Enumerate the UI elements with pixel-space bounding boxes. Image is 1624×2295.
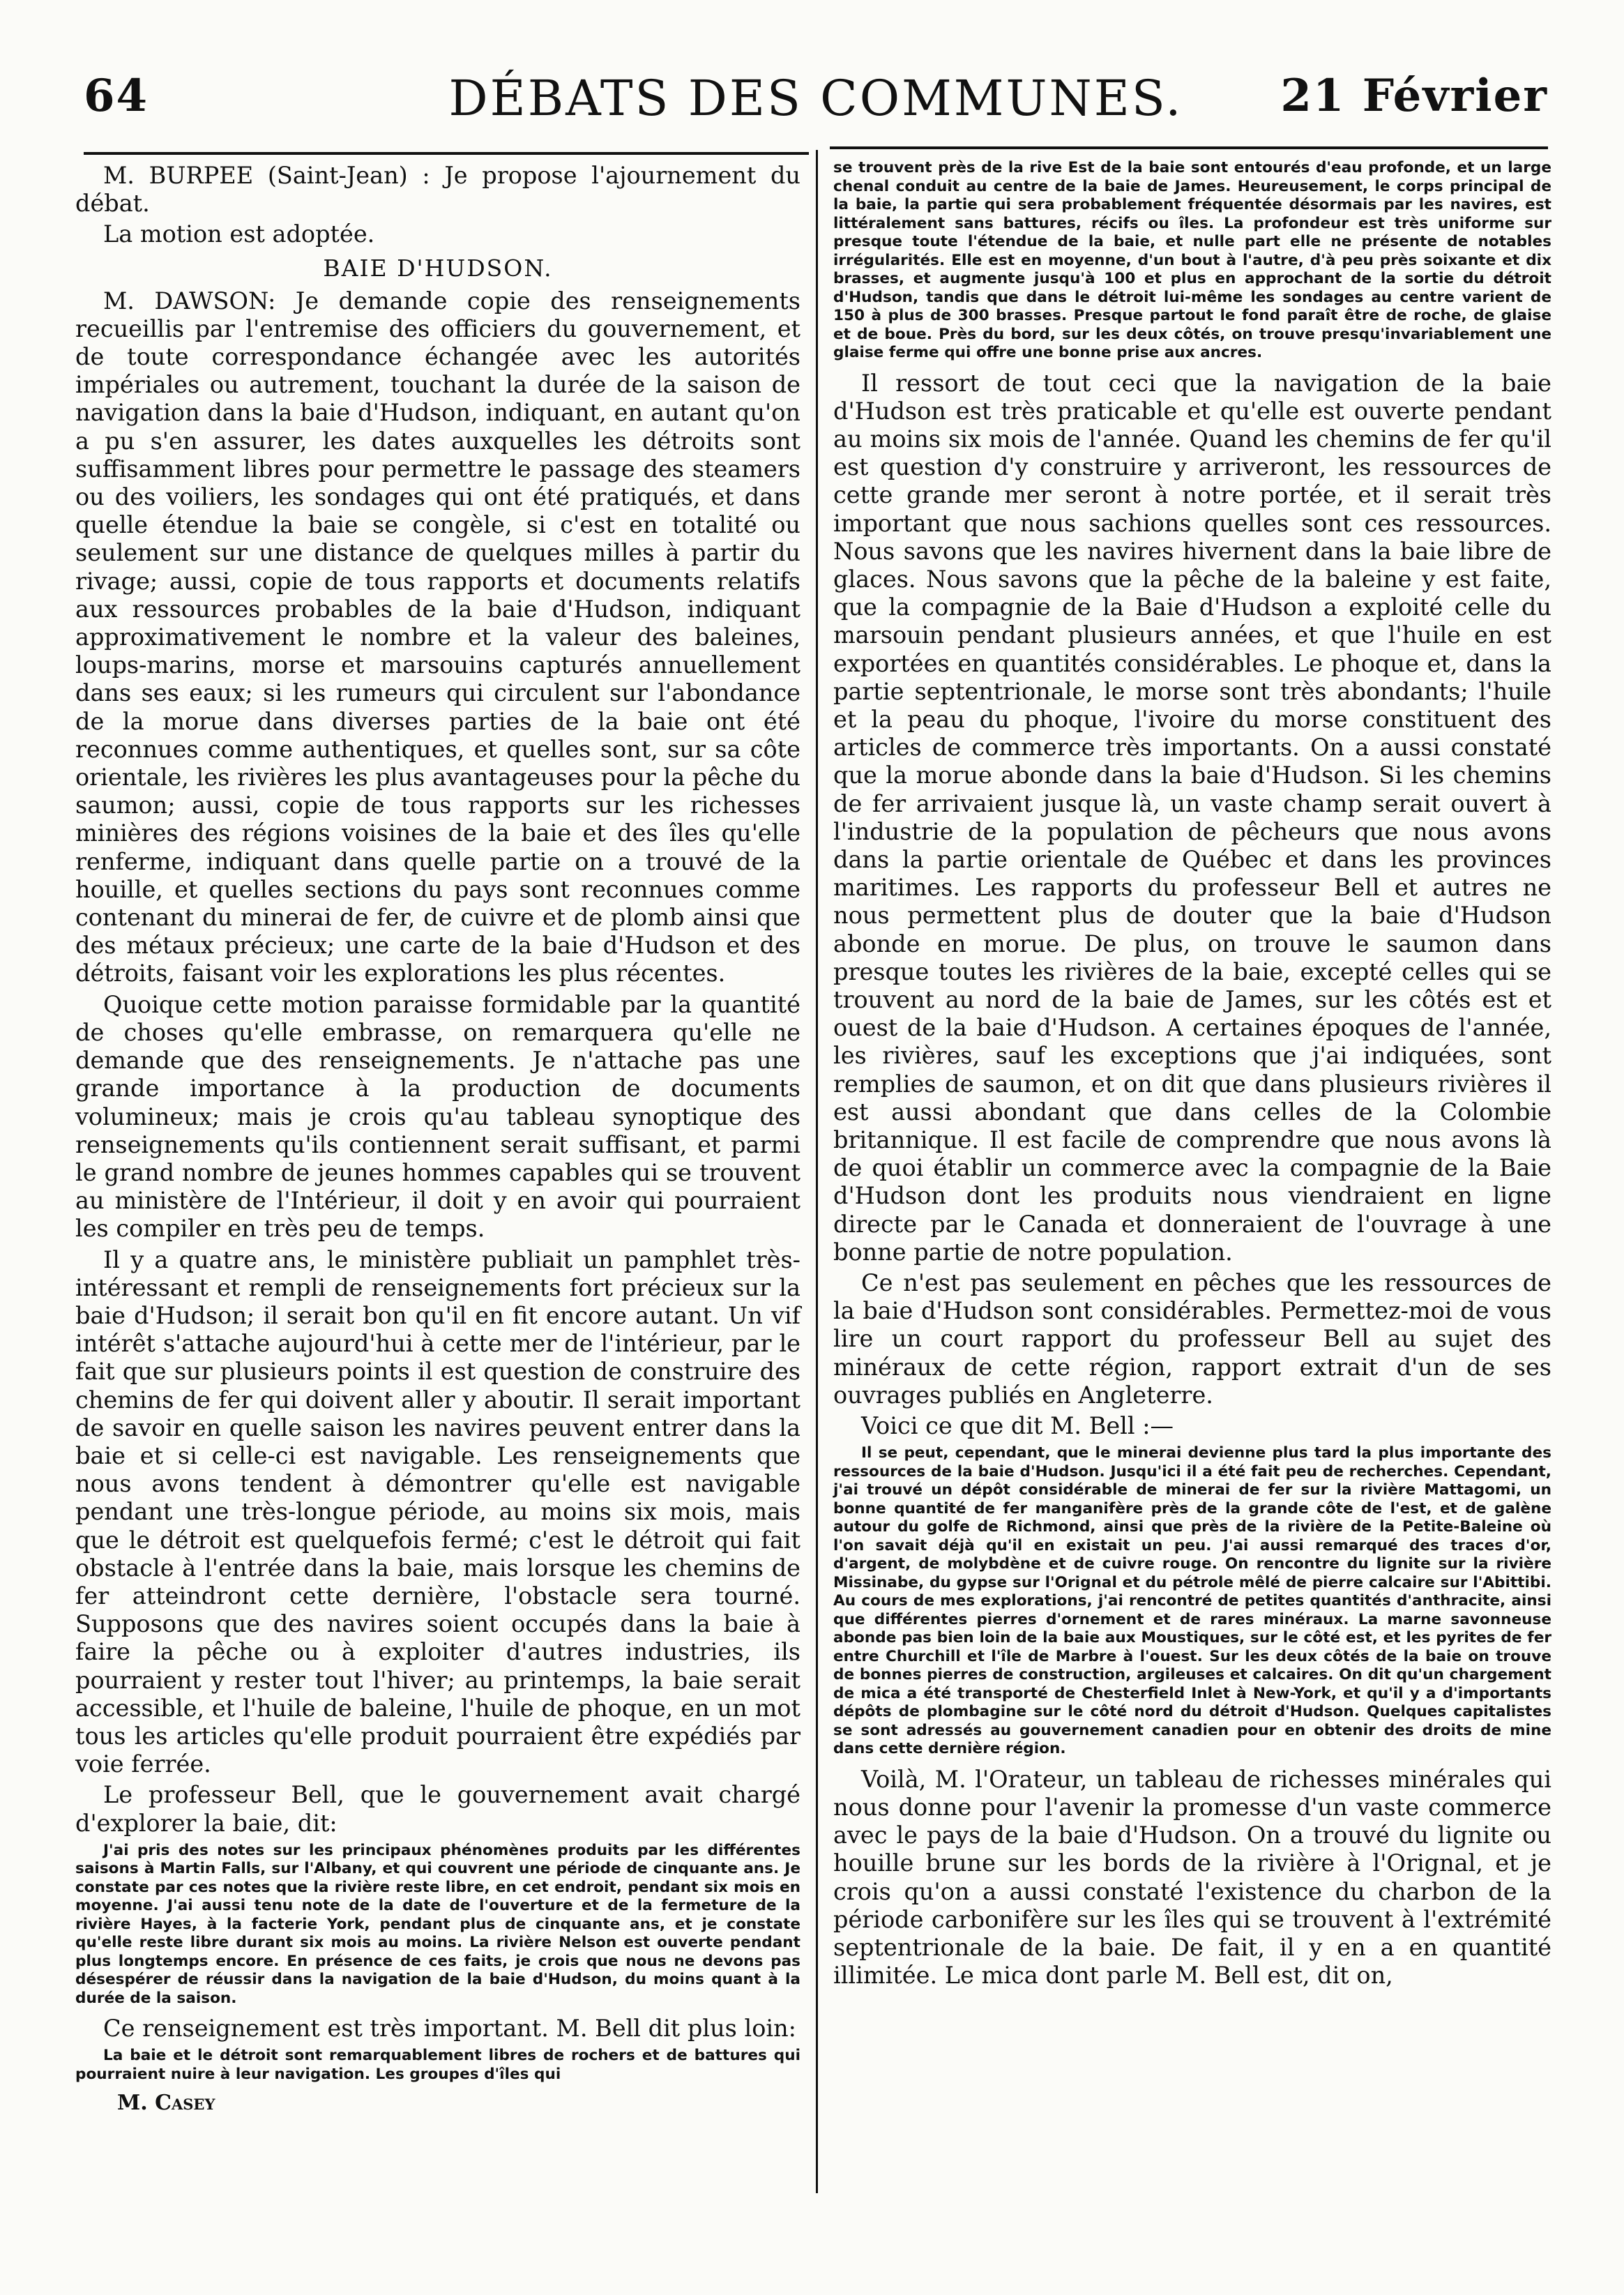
paragraph: Voici ce que dit M. Bell :— xyxy=(861,1412,1174,1440)
right-column xyxy=(833,155,1551,1992)
header-rule-left xyxy=(84,152,809,155)
section-heading: BAIE D'HUDSON. xyxy=(323,254,553,282)
column-divider xyxy=(816,150,818,2193)
dawson-motion: M. DAWSON: Je demande copie des renseignements recueillis par l'entremise des officiers du gouvernement, et de toute correspondance échangée avec les autorités impériales ou autrement, touchant la durée de la saison de navigation dans la baie d'Hudson, indiquant, en autant qu'on a pu s'en assurer, les dates auxquelles les détroits sont suffisamment libres pour permettre le passage des steamers ou des voiliers, les sondages qui ont été pratiqués, et dans quelle étendue la baie se congèle, si c'est en totalité ou seulement sur une distance de quelques milles à partir du rivage; aussi, copie de tous rapports et documents relatifs aux ressources probables de la baie d'Hudson, indiquant approximativement le nombre et la valeur des baleines, loups-marins, morse et marsouins capturés annuellement dans ses eaux; si les rumeurs qui circulent sur l'abondance de la morue dans diverses parties de la baie ont été reconnues comme authentiques, et quelles sont, sur sa côte orientale, les rivières les plus avantageuses pour la pêche du saumon; aussi, copie de tous rapports sur les richesses minières des régions voisines de la baie et des îles qu'elle renferme, indiquant dans quelle partie on a trouvé de la houille, et quelles sections du pays sont reconnues comme contenant du minerai de fer, de cuivre et de plomb ainsi que des métaux précieux; une carte de la baie d'Hudson et des détroits, faisant voir les explorations les plus récentes. xyxy=(75,287,800,987)
paragraph: Ce renseignement est très important. M. Bell dit plus loin: xyxy=(103,2015,796,2043)
bell-quote: Il se peut, cependant, que le minerai devienne plus tard la plus importante des ressources de la baie d'Hudson. Jusqu'ici il a été fait peu de recherches. Cependant, j'ai trouvé un dépôt considérable de minerai de fer sur la rivière Mattagomi, un bonne quantité de fer manganifère près de la grande côte de l'est, et de galène autour du golfe de Richmond, ainsi que près de la rivière de la Petite-Baleine où l'on savait déjà qu'il en existait un peu. J'ai aussi remarqué des traces d'or, d'argent, de molybdène et de cuivre rouge. On rencontre du lignite sur la rivière Missinabe, du gypse sur l'Orignal et du pétrole mêlé de pierre calcaire sur l'Abittibi. Au cours de mes explorations, j'ai rencontré de petites quantités d'anthracite, ainsi que différentes pierres d'ornement et de rares minéraux. La marne savonneuse abonde pas bien loin de la baie aux Moustiques, sur le côté est, et les pyrites de fer entre Churchill et l'île de Marbre à l'ouest. Sur les deux côtés de la baie on trouve de bonnes pierres de construction, argileuses et calcaires. On dit qu'un chargement de mica a été transporté de Chesterfield Inlet à New-York, et qu'il y a d'importants dépôts de plombagine sur le côté nord du détroit d'Hudson. Quelques capitalistes se sont adressés au gouvernement canadien pour en obtenir des droits de mine dans cette dernière région. xyxy=(833,1444,1551,1758)
left-column xyxy=(75,162,800,2115)
paragraph: Il y a quatre ans, le ministère publiait un pamphlet très-intéressant et rempli de renseignements fort précieux sur la baie d'Hudson; il serait bon qu'il en fit encore autant. Un vif intérêt s'attache aujourd'hui à cette mer de l'intérieur, par le fait que sur plusieurs points il est question de construire des chemins de fer qui doivent aller y aboutir. Il serait important de savoir en quelle saison les navires peuvent entrer dans la baie et si celle-ci est navigable. Les renseignements que nous avons tendent à démontrer qu'elle est navigable pendant une très-longue période, au moins six mois, mais que le détroit est quelquefois fermé; c'est le détroit qui fait obstacle à l'entrée dans la baie, mais lorsque les chemins de fer atteindront cette dernière, l'obstacle sera tourné. Supposons que des navires soient occupés dans la baie à faire la pêche ou à exploiter d'autres industries, ils pourraient y rester tout l'hiver; au printemps, la baie serait accessible, et l'huile de baleine, l'huile de phoque, en un mot tous les articles qu'elle produit pourraient être expédiés par voie ferrée. xyxy=(75,1245,800,1778)
publication-title: DÉBATS DES COMMUNES. xyxy=(448,70,1183,127)
paragraph: Voilà, M. l'Orateur, un tableau de richesses minérales qui nous donne pour l'avenir la promesse d'un vaste commerce avec le pays de la baie d'Hudson. On a trouvé du lignite ou houille brune sur les bords de la rivière à l'Orignal, et je crois qu'on a aussi constaté l'existence du charbon de la période carbonifère sur les îles qui se trouvent à l'extrémité septentrionale de la baie. De fait, il y en a en quantité illimitée. Le mica dont parle M. Bell est, dit on, xyxy=(833,1765,1551,1990)
page-date: 21 Février xyxy=(1280,70,1548,122)
paragraph: Ce n'est pas seulement en pêches que les ressources de la baie d'Hudson sont considérables. Permettez-moi de vous lire un court rapport du professeur Bell au sujet des minéraux de cette région, rapport extrait d'un de ses ouvrages publiés en Angleterre. xyxy=(833,1269,1551,1409)
page-number: 64 xyxy=(84,70,149,122)
motion-adopted: La motion est adoptée. xyxy=(103,220,375,248)
paragraph: Quoique cette motion paraisse formidable par la quantité de choses qu'elle embrasse, on remarquera qu'elle ne demande que des renseignements. Je n'attache pas une grande importance à la production de documents volumineux; mais je crois qu'au tableau synoptique des renseignements qu'ils contiennent serait suffisant, et parmi le grand nombre de jeunes hommes capables qui se trouvent au ministère de l'Intérieur, il doit y en avoir qui pourraient les compiler en très peu de temps. xyxy=(75,990,800,1243)
paragraph: Il ressort de tout ceci que la navigation de la baie d'Hudson est très praticable et qu'elle est ouverte pendant au moins six mois de l'année. Quand les chemins de fer qu'il est question d'y construire y arriveront, les ressources de cette grande mer seront à notre portée, et il serait très important que nous sachions quelles sont ces ressources. Nous savons que les navires hivernent dans la baie libre de glaces. Nous savons que la pêche de la baleine y est faite, que la compagnie de la Baie d'Hudson a exploité celle du marsouin pendant plusieurs années, et que l'huile en est exportées en quantités considérables. Le phoque et, dans la partie septentrionale, le morse sont très abondants; l'huile et la peau du phoque, l'ivoire du morse constituent des articles de commerce très importants. On a aussi constaté que la morue abonde dans la baie d'Hudson. Si les chemins de fer arrivaient jusque là, un vaste champ serait ouvert à l'industrie de la population de pêcheurs que nous avons dans la partie orientale de Québec et dans les provinces maritimes. Les rapports du professeur Bell et autres ne nous permettent plus de douter que la baie d'Hudson abonde en morue. De plus, on trouve le saumon dans presque toutes les rivières de la baie, excepté celles qui se trouvent au nord de la baie de James, sur les côtés est et ouest de la baie d'Hudson. A certaines époques de l'année, les rivières, sauf les exceptions que j'ai indiquées, sont remplies de saumon, et on dit que dans plusieurs rivières il est aussi abondant que dans celles de la Colombie britannique. Il est facile de comprendre que nous avons là de quoi établir un commerce avec la compagnie de la Baie d'Hudson dont les produits nous viendraient en ligne directe par le Canada et donneraient de l'ouvrage à une bonne partie de notre population. xyxy=(833,369,1551,1266)
speaker-signature: M. Casey xyxy=(117,2091,215,2116)
bell-quote-continued: se trouvent près de la rive Est de la baie sont entourés d'eau profonde, et un large chenal conduit au centre de la baie de James. Heureusement, le corps principal de la baie, la partie qui sera probablement fréquentée désormais par les navires, est littéralement sans battures, récifs ou îles. La profondeur est très uniforme sur presque toute l'étendue de la baie, et nulle part elle ne présente de notables irrégularités. Elle est en moyenne, d'un bout à l'autre, d'à peu près soixante et dix brasses, et augmente jusqu'à 100 et plus en approchant de la sortie du détroit d'Hudson, tandis que dans le détroit lui-même les sondages au centre varient de 150 à plus de 300 brasses. Presque partout le fond paraît être de roche, de glaise et de boue. Près du bord, sur les deux côtés, on trouve presqu'invariablement une glaise ferme qui offre une bonne prise aux ancres. xyxy=(833,159,1551,361)
page-header xyxy=(84,70,1548,146)
bell-quote: La baie et le détroit sont remarquablement libres de rochers et de battures qui pourraient nuire à leur navigation. Les groupes d'îles qui xyxy=(75,2047,800,2083)
header-rule-right xyxy=(830,146,1548,149)
bell-quote: J'ai pris des notes sur les principaux phénomènes produits par les différentes saisons à Martin Falls, sur l'Albany, et qui couvrent une période de cinquante ans. Je constate par ces notes que la rivière reste libre, en cet endroit, pendant six mois en moyenne. J'ai aussi tenu note de la date de l'ouverture et de la fermeture de la rivière Hayes, à la facterie York, pendant plus de cinquante ans, et je constate qu'elle reste libre durant six mois au moins. La rivière Nelson est ouverte pendant plus longtemps encore. En présence de ces faits, je crois que nous ne devons pas désespérer de réussir dans la navigation de la baie d'Hudson, du moins quant à la durée de la saison. xyxy=(75,1841,800,2007)
paragraph: Le professeur Bell, que le gouvernement avait chargé d'explorer la baie, dit: xyxy=(75,1781,800,1837)
motion-adjournment: M. BURPEE (Saint-Jean) : Je propose l'ajournement du débat. xyxy=(75,162,800,218)
